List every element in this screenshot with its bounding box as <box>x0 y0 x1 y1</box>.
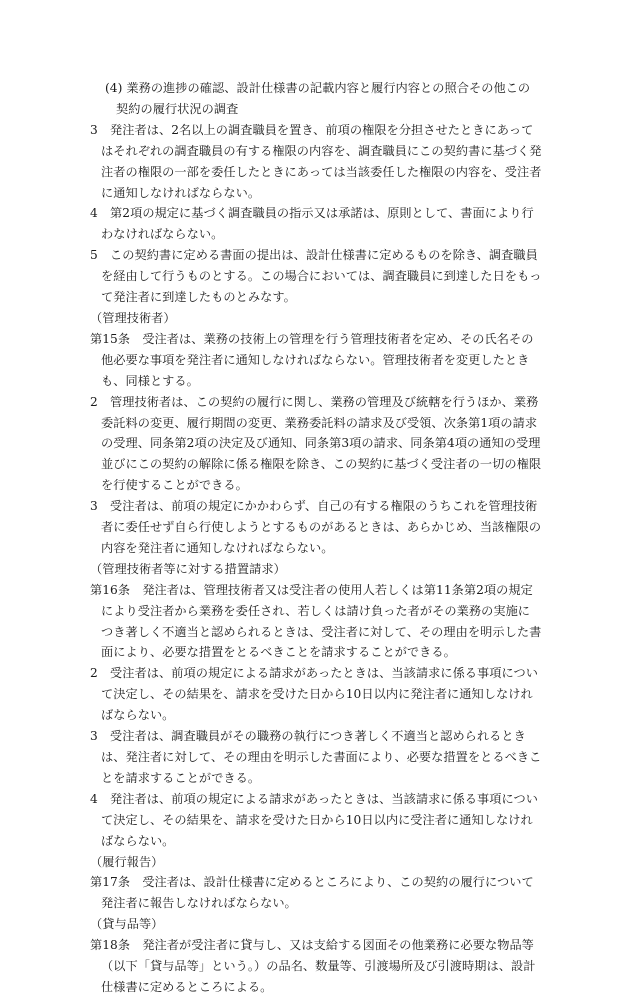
contract-text <box>90 78 542 998</box>
paragraph-item-4: 4 第2項の規定に基づく調査職員の指示又は承諾は、原則として、書面により行わなければならない。 <box>90 206 534 242</box>
article-15-item-2: 2 管理技術者は、この契約の履行に関し、業務の管理及び統轄を行うほか、業務委託料の変更、履行期間の変更、業務委託料の請求及び受領、次条第1項の請求の受理、同条第2項の決定及び通知、同条第3項の請求、同条第4項の通知の受理並びにこの契約の解除に係る権限を除き、この契約に基づく受注者の一切の権限を行使することができる。 <box>90 394 542 493</box>
article-17: 第17条 受注者は、設計仕様書に定めるところにより、この契約の履行について発注者に報告しなければならない。 <box>90 875 534 911</box>
heading-rikou-houkoku: （履行報告） <box>90 854 164 869</box>
heading-sochi-seikyu: （管理技術者等に対する措置請求） <box>90 561 286 576</box>
article-16-item-3: 3 受注者は、調査職員がその職務の執行につき著しく不適当と認められるときは、発注者に対して、その理由を明示した書面により、必要な措置をとるべきことを請求することができる。 <box>90 729 542 785</box>
article-18: 第18条 発注者が受注者に貸与し、又は支給する図面その他業務に必要な物品等（以下「貸与品等」という。）の品名、数量等、引渡場所及び引渡時期は、設計仕様書に定めるところによる。 <box>90 938 536 994</box>
heading-kanri-gijutsusha: （管理技術者） <box>90 310 176 325</box>
article-15: 第15条 受注者は、業務の技術上の管理を行う管理技術者を定め、その氏名その他必要な事項を発注者に通知しなければならない。管理技術者を変更したときも、同様とする。 <box>90 331 534 388</box>
paragraph-item-3: 3 発注者は、2名以上の調査職員を置き、前項の権限を分担させたときにあってはそれぞれの調査職員の有する権限の内容を、調査職員にこの契約書に基づく発注者の権限の一部を委任したときにあっては当該委任した権限の内容を、受注者に通知しなければならない。 <box>90 122 542 200</box>
paragraph-item-5: 5 この契約書に定める書面の提出は、設計仕様書に定めるものを除き、調査職員を経由して行うものとする。この場合においては、調査職員に到達した日をもって発注者に到達したものとみなす。 <box>90 248 542 305</box>
article-16-item-4: 4 発注者は、前項の規定による請求があったときは、当該請求に係る事項について決定し、その結果を、請求を受けた日から10日以内に受注者に通知しなければならない。 <box>90 791 538 848</box>
heading-taiyohin: （貸与品等） <box>90 917 164 932</box>
paragraph-subitem-4: (4) 業務の進捗の確認、設計仕様書の記載内容と履行内容との照合その他この契約の履行状況の調査 <box>105 81 531 116</box>
article-16: 第16条 発注者は、管理技術者又は受注者の使用人若しくは第11条第2項の規定により受注者から業務を委任され、若しくは請け負った者がその業務の実施につき著しく不適当と認められるときは、受注者に対して、その理由を明示した書面により、必要な措置をとるべきことを請求することができる。 <box>90 582 542 660</box>
article-16-item-2: 2 受注者は、前項の規定による請求があったときは、当該請求に係る事項について決定し、その結果を、請求を受けた日から10日以内に発注者に通知しなければならない。 <box>90 666 538 723</box>
article-15-item-3: 3 受注者は、前項の規定にかかわらず、自己の有する権限のうちこれを管理技術者に委任せず自ら行使しようとするものがあるときは、あらかじめ、当該権限の内容を発注者に通知しなければならない。 <box>90 499 542 555</box>
